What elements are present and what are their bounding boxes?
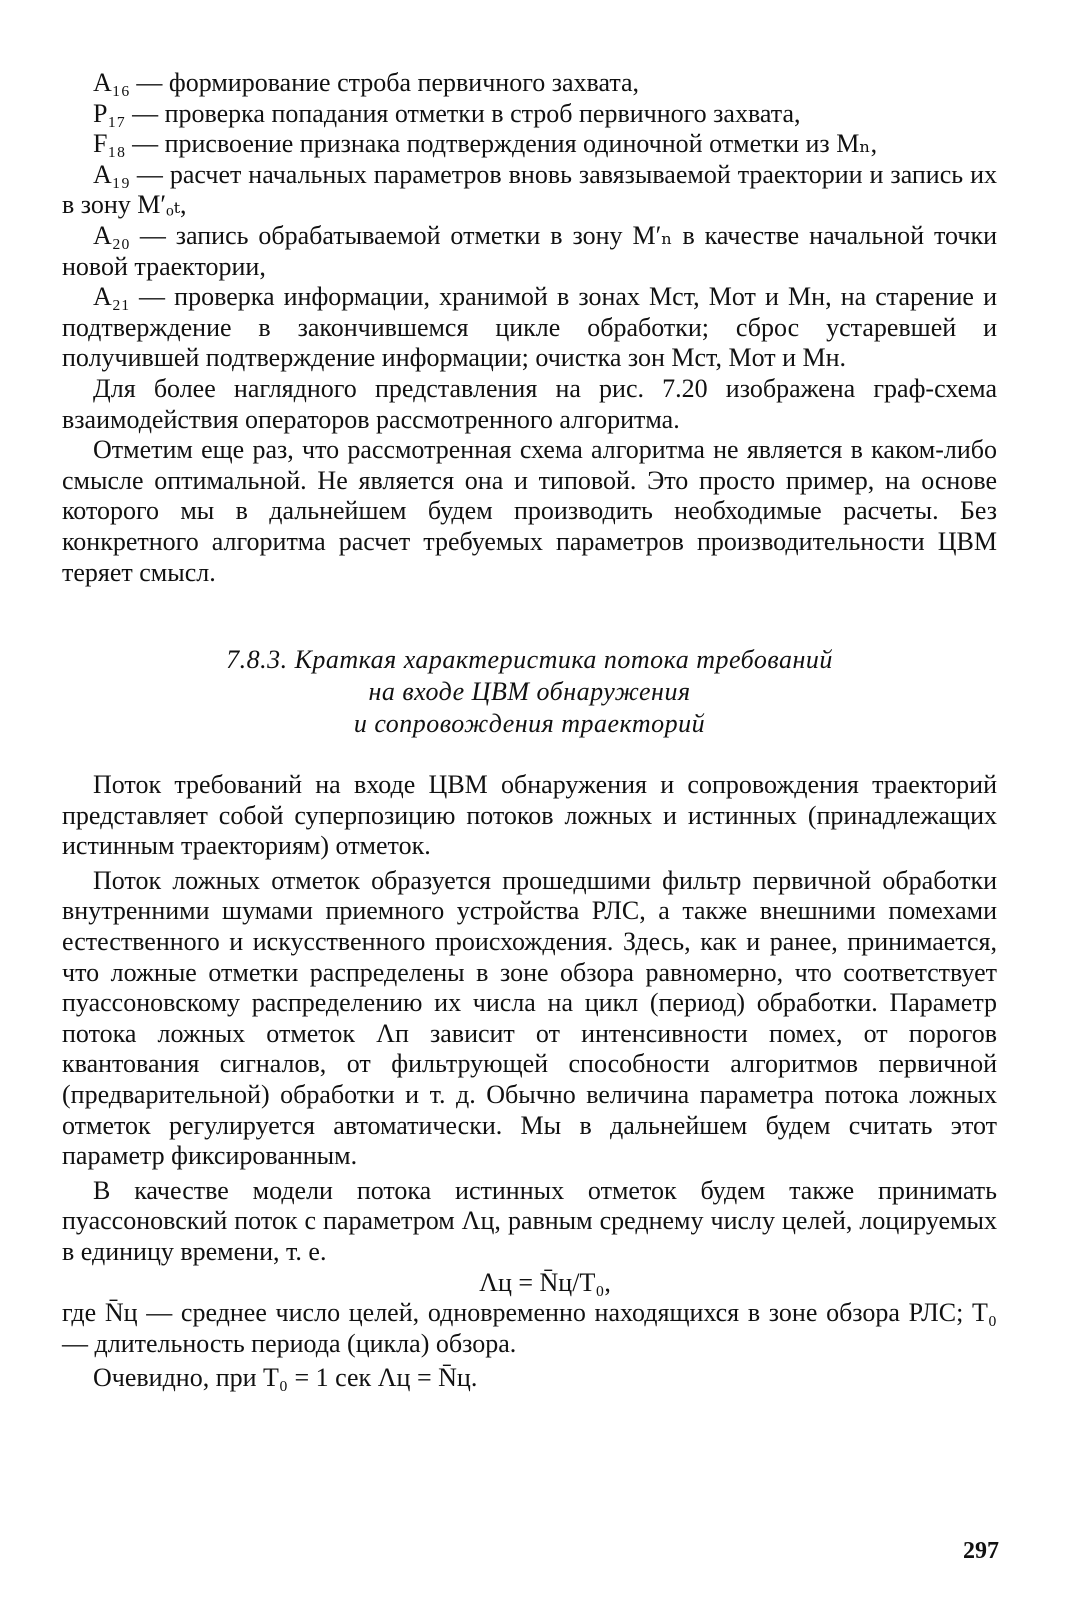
section-heading-line-2: на входе ЦВМ обнаружения	[368, 677, 691, 707]
operator-a21: A₂₁ — проверка информации, хранимой в зонах Mст, Mот и Mн, на старение и подтверждение в закончившемся цикле обработки; сброс устаревшей и получившей подтверждение информации; очистка зон Mст, Mот и Mн.	[62, 282, 997, 373]
paragraph-graph-scheme: Для более наглядного представления на рис. 7.20 изображена граф-схема взаимодействия операторов рассмотренного алгоритма.	[62, 373, 997, 434]
page-text	[62, 68, 997, 1394]
paragraph-conclusion: Очевидно, при T₀ = 1 сек Λц = N̄ц.	[93, 1363, 478, 1393]
page-number: 297	[963, 1538, 999, 1564]
operator-a19: A₁₉ — расчет начальных параметров вновь завязываемой траектории и запись их в зону M′ₒₜ,	[62, 159, 997, 220]
paragraph-true-marks: В качестве модели потока истинных отметок будем также принимать пуассоновский поток с параметром Λц, равным среднему числу целей, лоцируемых в единицу времени, т. е.	[62, 1175, 997, 1266]
operator-a16: A₁₆ — формирование строба первичного захвата,	[93, 68, 640, 97]
paragraph-note: Отметим еще раз, что рассмотренная схема алгоритма не является в каком-либо смысле оптимальной. Не является она и типовой. Это просто пример, на основе которого мы в дальнейшем будем производить необходимые расчеты. Без конкретного алгоритма расчет требуемых параметров производительности ЦВМ теряет смысл.	[62, 435, 997, 587]
operator-p17: P₁₇ — проверка попадания отметки в строб первичного захвата,	[93, 98, 801, 128]
formula-explanation: где N̄ц — среднее число целей, одновременно находящихся в зоне обзора РЛС; T₀ — длительность периода (цикла) обзора.	[62, 1298, 997, 1358]
paragraph-demand-flow: Поток требований на входе ЦВМ обнаружения и сопровождения траекторий представляет собой суперпозицию потоков ложных и истинных (принадлежащих истинным траекториям) отметок.	[62, 770, 997, 861]
paragraph-false-marks: Поток ложных отметок образуется прошедшими фильтр первичной обработки внутренними шумами приемного устройства РЛС, а также внешними помехами естественного и искусственного происхождения. Здесь, как и ранее, принимается, что ложные отметки распределены в зоне обзора равномерно, что соответствует пуассоновскому распределению их числа на цикл (период) обработки. Параметр потока ложных отметок Λп зависит от интенсивности помех, от порогов квантования сигналов, от фильтрующей способности алгоритмов первичной (предварительной) обработки и т. д. Обычно величина параметра потока ложных отметок регулируется автоматически. Мы в дальнейшем будем считать этот параметр фиксированным.	[62, 865, 997, 1171]
section-heading-line-1: 7.8.3. Краткая характеристика потока требований	[226, 645, 833, 675]
formula: Λц = N̄ц/T₀,	[479, 1267, 611, 1297]
section-heading-line-3: и сопровождения траекторий	[353, 709, 706, 739]
operator-a20: A₂₀ — запись обрабатываемой отметки в зону M′ₙ в качестве начальной точки новой траектории,	[62, 220, 997, 281]
operator-f18: F₁₈ — присвоение признака подтверждения одиночной отметки из Mₙ,	[93, 129, 878, 159]
section-heading	[62, 644, 997, 740]
